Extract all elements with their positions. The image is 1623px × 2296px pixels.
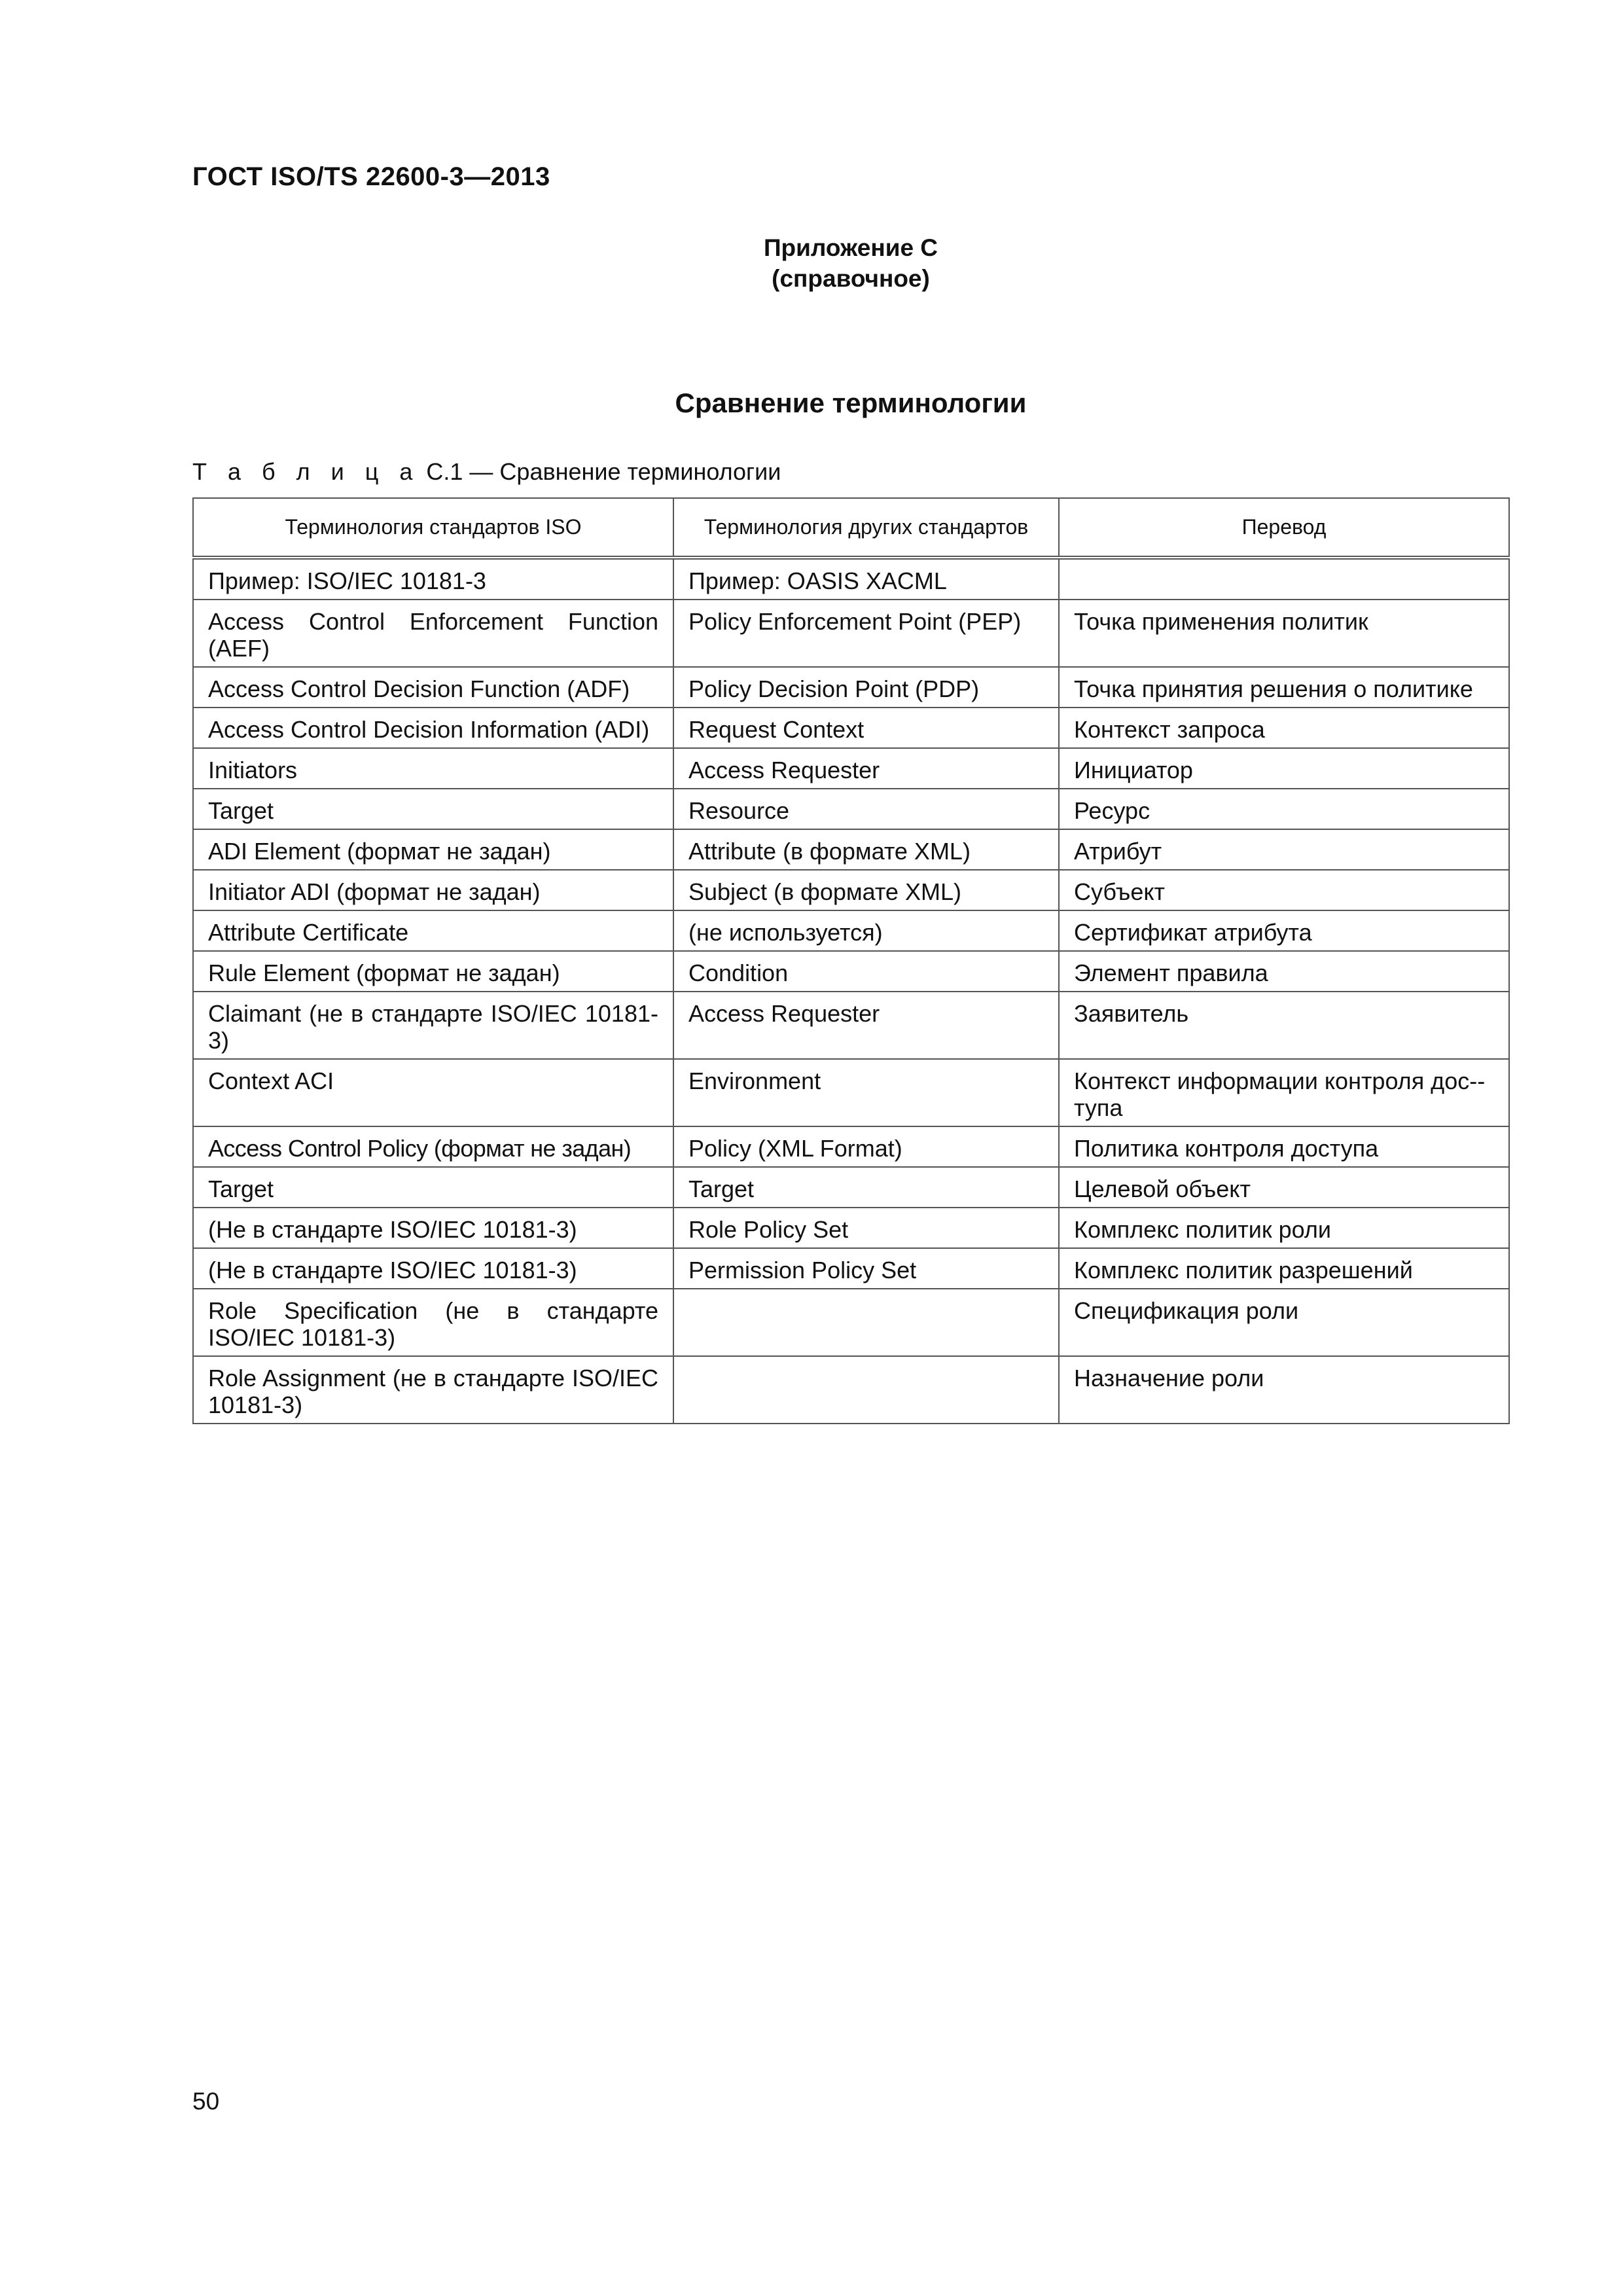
translation-cell: Целевой объект [1059, 1167, 1509, 1208]
table-row [193, 667, 1509, 708]
table-row [193, 1289, 1509, 1356]
table-caption-prefix: Т а б л и ц а [192, 458, 420, 485]
table-header-row [193, 498, 1509, 558]
translation-cell: Заявитель [1059, 992, 1509, 1059]
other-term-cell: Policy Enforcement Point (PEP) [673, 600, 1059, 667]
section-title: Сравнение терминологии [675, 387, 1027, 418]
appendix-type: (справочное) [772, 265, 930, 292]
table-row [193, 829, 1509, 870]
other-term-cell: Policy (XML Format) [673, 1126, 1059, 1167]
iso-term-cell: Access Control Decision Function (ADF) [193, 667, 673, 708]
table-row [193, 1248, 1509, 1289]
translation-cell: Контекст запроса [1059, 708, 1509, 748]
other-term-cell: Attribute (в формате XML) [673, 829, 1059, 870]
iso-term-cell: Access Control Enforcement Function (AEF) [193, 600, 673, 667]
iso-term-cell: Access Control Policy (формат не задан) [193, 1126, 673, 1167]
translation-cell: Ресурс [1059, 789, 1509, 829]
other-term-cell: Target [673, 1167, 1059, 1208]
table-row [193, 600, 1509, 667]
other-term-cell [673, 1356, 1059, 1424]
iso-term-cell: Role Specification (не в стандарте ISO/IEC 10181-3) [193, 1289, 673, 1356]
table-row [193, 1126, 1509, 1167]
translation-cell: Политика контроля доступа [1059, 1126, 1509, 1167]
table-row [193, 1356, 1509, 1424]
translation-cell: Сертификат атрибута [1059, 910, 1509, 951]
appendix-heading [0, 232, 1623, 294]
table-row [193, 1208, 1509, 1248]
standard-code-header: ГОСТ ISO/TS 22600-3—2013 [192, 162, 550, 191]
table-row [193, 708, 1509, 748]
iso-term-cell: Access Control Decision Information (ADI) [193, 708, 673, 748]
table-row [193, 910, 1509, 951]
translation-cell: Элемент правила [1059, 951, 1509, 992]
table-caption-text: С.1 — Сравнение терминологии [419, 458, 781, 485]
translation-cell: Комплекс политик разрешений [1059, 1248, 1509, 1289]
translation-cell: Точка применения политик [1059, 600, 1509, 667]
translation-cell: Комплекс политик роли [1059, 1208, 1509, 1248]
header-translation: Перевод [1059, 498, 1509, 558]
translation-cell [1059, 558, 1509, 600]
iso-term-cell: Пример: ISO/IEC 10181-3 [193, 558, 673, 600]
other-term-cell: Permission Policy Set [673, 1248, 1059, 1289]
other-term-cell: Resource [673, 789, 1059, 829]
iso-term-cell: Claimant (не в стандарте ISO/IEC 10181-3) [193, 992, 673, 1059]
other-term-cell [673, 1289, 1059, 1356]
table-row [193, 1059, 1509, 1126]
appendix-label: Приложение С [763, 234, 938, 261]
iso-term-cell: Role Assignment (не в стандарте ISO/IEC 10181-3) [193, 1356, 673, 1424]
header-other-terminology: Терминология других стандартов [673, 498, 1059, 558]
table-row [193, 992, 1509, 1059]
other-term-cell: Environment [673, 1059, 1059, 1126]
translation-cell: Инициатор [1059, 748, 1509, 789]
iso-term-cell: ADI Element (формат не задан) [193, 829, 673, 870]
other-term-cell: Subject (в формате XML) [673, 870, 1059, 910]
iso-term-cell: Context ACI [193, 1059, 673, 1126]
iso-term-cell: Target [193, 1167, 673, 1208]
table-row [193, 558, 1509, 600]
iso-term-cell: Attribute Certificate [193, 910, 673, 951]
header-iso-terminology: Терминология стандартов ISO [193, 498, 673, 558]
table-row [193, 789, 1509, 829]
translation-cell: Субъект [1059, 870, 1509, 910]
other-term-cell: Пример: OASIS XACML [673, 558, 1059, 600]
iso-term-cell: Target [193, 789, 673, 829]
other-term-cell: Condition [673, 951, 1059, 992]
iso-term-cell: Rule Element (формат не задан) [193, 951, 673, 992]
translation-cell: Контекст информации контроля дос-тупа [1059, 1059, 1509, 1126]
iso-term-cell: Initiator ADI (формат не задан) [193, 870, 673, 910]
translation-cell: Атрибут [1059, 829, 1509, 870]
other-term-cell: Policy Decision Point (PDP) [673, 667, 1059, 708]
page-number: 50 [192, 2088, 220, 2115]
iso-term-cell: (Не в стандарте ISO/IEC 10181-3) [193, 1208, 673, 1248]
table-row [193, 1167, 1509, 1208]
other-term-cell: Role Policy Set [673, 1208, 1059, 1248]
table-row [193, 870, 1509, 910]
other-term-cell: Access Requester [673, 992, 1059, 1059]
translation-cell: Спецификация роли [1059, 1289, 1509, 1356]
iso-term-cell: (Не в стандарте ISO/IEC 10181-3) [193, 1248, 673, 1289]
table-row [193, 748, 1509, 789]
iso-term-cell: Initiators [193, 748, 673, 789]
table-caption [192, 458, 781, 486]
table-row [193, 951, 1509, 992]
other-term-cell: Access Requester [673, 748, 1059, 789]
other-term-cell: (не используется) [673, 910, 1059, 951]
other-term-cell: Request Context [673, 708, 1059, 748]
translation-cell: Назначение роли [1059, 1356, 1509, 1424]
translation-cell: Точка принятия решения о политике [1059, 667, 1509, 708]
terminology-table [192, 497, 1510, 1424]
